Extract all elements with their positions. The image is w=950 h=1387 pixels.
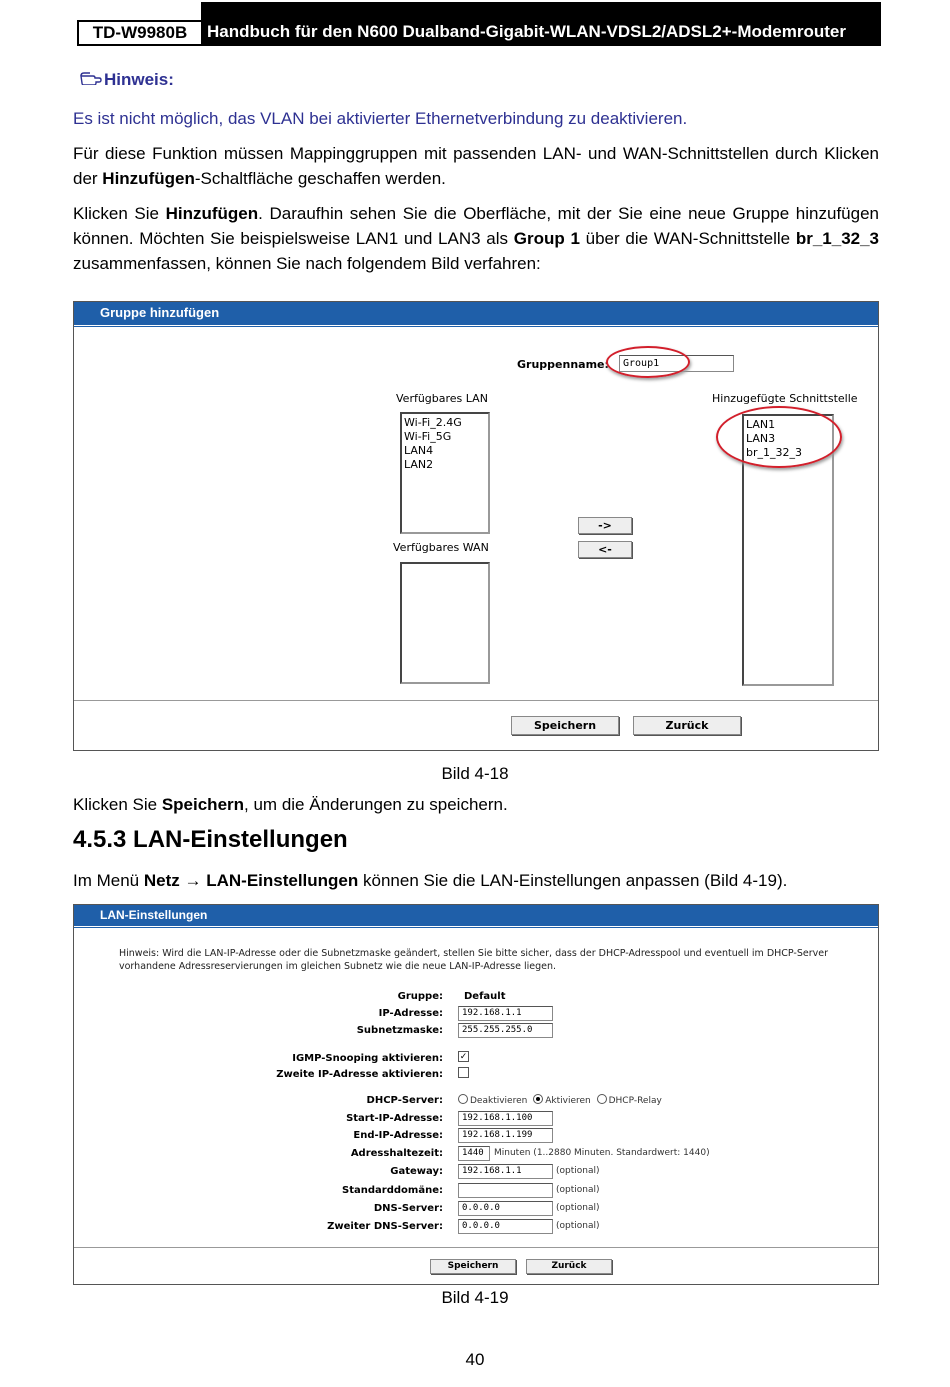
note-text: Es ist nicht möglich, das VLAN bei aktivierter Ethernetverbindung zu deaktivieren. [73, 109, 688, 128]
available-wan-list[interactable] [400, 562, 490, 684]
available-wan-label: Verfügbares WAN [393, 541, 489, 554]
move-left-button[interactable]: <- [578, 541, 632, 558]
group-name-label: Gruppenname: [517, 358, 609, 371]
paragraph-mapping: Für diese Funktion müssen Mappinggruppen mit passenden LAN- und WAN-Schnittstellen durch Klicken der Hinzufügen-Schaltfläche geschaffen werden. [73, 144, 879, 188]
ip-label: IP-Adresse: [378, 1008, 443, 1019]
lease-hint: Minuten (1..2880 Minuten. Standardwert: 1440) [494, 1148, 710, 1158]
group-label: Gruppe: [397, 991, 443, 1002]
ip-input[interactable]: 192.168.1.1 [458, 1006, 553, 1021]
list-item[interactable]: LAN1 [746, 418, 776, 431]
pointing-hand-icon [80, 70, 104, 90]
list-item[interactable]: Wi-Fi_2.4G [404, 416, 462, 429]
start-ip-label: Start-IP-Adresse: [346, 1113, 443, 1124]
dhcp-label: DHCP-Server: [366, 1095, 443, 1106]
page-header [77, 2, 881, 44]
lease-input[interactable]: 1440 [458, 1146, 490, 1161]
dns2-label: Zweiter DNS-Server: [327, 1221, 443, 1232]
igmp-checkbox[interactable]: ✓ [459, 1051, 468, 1061]
end-ip-input[interactable]: 192.168.1.199 [458, 1128, 553, 1143]
second-ip-checkbox[interactable] [458, 1067, 469, 1078]
figure-caption: Bild 4-19 [441, 1288, 509, 1307]
available-lan-label: Verfügbares LAN [396, 392, 488, 405]
lan-settings-screenshot [73, 904, 879, 1285]
gateway-hint: (optional) [556, 1166, 600, 1176]
domain-label: Standarddomäne: [342, 1185, 443, 1196]
start-ip-input[interactable]: 192.168.1.100 [458, 1111, 553, 1126]
subnet-input[interactable]: 255.255.255.0 [458, 1023, 553, 1038]
dhcp-radio-group: Deaktivieren Aktivieren DHCP-Relay [458, 1094, 662, 1106]
figure-caption: Bild 4-18 [441, 764, 509, 783]
save-button[interactable]: Speichern [511, 716, 619, 735]
highlight-ring [606, 346, 690, 378]
note-title: Hinweis: [104, 70, 174, 89]
dns-input[interactable]: 0.0.0.0 [458, 1201, 553, 1216]
list-item[interactable]: LAN2 [404, 458, 434, 471]
added-interfaces-label: Hinzugefügte Schnittstelle [712, 392, 858, 405]
second-ip-label: Zweite IP-Adresse aktivieren: [276, 1069, 443, 1080]
dns2-input[interactable]: 0.0.0.0 [458, 1219, 553, 1234]
domain-input[interactable] [458, 1183, 553, 1198]
gateway-label: Gateway: [390, 1166, 443, 1177]
highlight-ring [716, 406, 842, 468]
note-heading [80, 70, 174, 90]
radio-relay[interactable] [597, 1094, 607, 1104]
available-lan-list[interactable] [400, 412, 490, 534]
hint-text: Hinweis: Wird die LAN-IP-Adresse oder die Subnetzmaske geändert, stellen Sie bitte sicher, dass der DHCP-Adresspool und eventuell im DHCP-Server vorhandene Adressreservierungen im gleichen Subnetz wie die neue LAN-IP-Adresse liegen. [119, 948, 829, 972]
subnet-label: Subnetzmaske: [356, 1025, 443, 1036]
dns-label: DNS-Server: [373, 1203, 443, 1214]
paragraph-save: Klicken Sie Speichern, um die Änderungen zu speichern. [73, 795, 508, 814]
model-name: TD-W9980B [77, 20, 201, 46]
list-item[interactable]: LAN3 [746, 432, 776, 445]
move-right-button[interactable]: -> [578, 517, 632, 534]
section-heading: 4.5.3 LAN-Einstellungen [73, 826, 348, 853]
list-item[interactable]: LAN4 [404, 444, 434, 457]
list-item[interactable]: Wi-Fi_5G [404, 430, 452, 443]
dns2-hint: (optional) [556, 1221, 600, 1231]
gateway-input[interactable]: 192.168.1.1 [458, 1164, 553, 1179]
save-button[interactable]: Speichern [430, 1259, 516, 1274]
panel-title: LAN-Einstellungen [74, 905, 878, 927]
manual-title: Handbuch für den N600 Dualband-Gigabit-WLAN-VDSL2/ADSL2+-Modemrouter [201, 2, 881, 46]
radio-disable[interactable] [458, 1094, 468, 1104]
igmp-label: IGMP-Snooping aktivieren: [292, 1053, 443, 1064]
panel-title: Gruppe hinzufügen [74, 302, 878, 326]
end-ip-label: End-IP-Adresse: [353, 1130, 443, 1141]
add-group-screenshot [73, 301, 879, 751]
dns-hint: (optional) [556, 1203, 600, 1213]
back-button[interactable]: Zurück [526, 1259, 612, 1274]
group-value: Default [464, 991, 506, 1002]
radio-enable[interactable] [533, 1094, 543, 1104]
group-name-input[interactable]: Group1 [619, 355, 734, 372]
page-number: 40 [465, 1350, 485, 1369]
back-button[interactable]: Zurück [633, 716, 741, 735]
paragraph-add-group: Klicken Sie Hinzufügen. Daraufhin sehen Sie die Oberfläche, mit der Sie eine neue Gruppe hinzufügen können. Möchten Sie beispielsweise LAN1 und LAN3 als Group 1 über die WAN-Schnittstelle br_1_32_3 zusammenfassen, können Sie nach folgendem Bild verfahren: [73, 204, 880, 273]
lease-label: Adresshaltezeit: [350, 1148, 443, 1159]
paragraph-lan-settings: Im Menü Netz → LAN-Einstellungen können Sie die LAN-Einstellungen anpassen (Bild 4-19). [73, 871, 788, 890]
domain-hint: (optional) [556, 1185, 600, 1195]
list-item[interactable]: br_1_32_3 [746, 446, 802, 459]
